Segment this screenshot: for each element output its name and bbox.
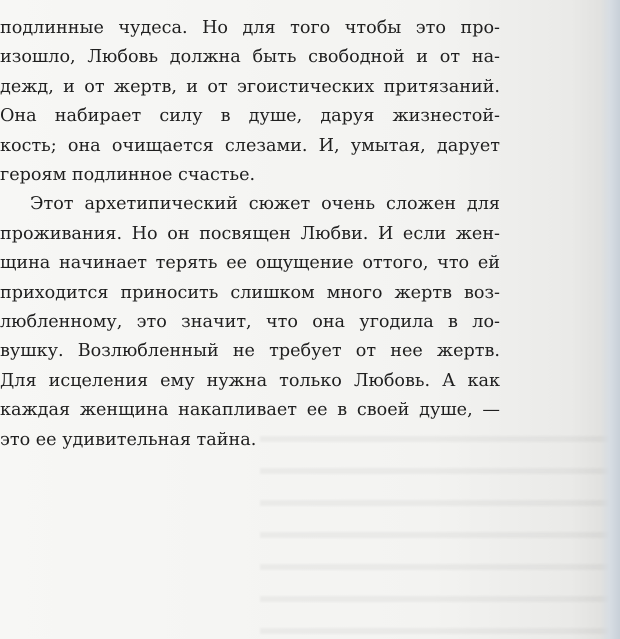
text-line: дежд, и от жертв, и от эгоистических притязаний. xyxy=(0,76,500,97)
text-line: Для исцеления ему нужна только Любовь. А как xyxy=(0,370,500,391)
text-line: Она набирает силу в душе, даруя жизнестой- xyxy=(0,106,500,127)
text-line: любленному, это значит, что она угодила в ло- xyxy=(0,312,500,333)
text-line: подлинные чудеса. Но для того чтобы это про- xyxy=(0,18,500,38)
text-line: вушку. Возлюбленный не требует от нее жертв. xyxy=(0,341,500,362)
page-text xyxy=(0,14,500,455)
text-line: каждая женщина накапливает ее в своей душе, — xyxy=(0,400,500,421)
text-line: щина начинает терять ее ощущение оттого, что ей xyxy=(0,253,500,274)
text-line: изошло, Любовь должна быть свободной и от на- xyxy=(0,47,500,68)
text-line: это ее удивительная тайна. xyxy=(0,429,257,450)
text-line: приходится приносить слишком много жертв воз- xyxy=(0,282,500,303)
text-line: проживания. Но он посвящен Любви. И если жен- xyxy=(0,223,500,244)
text-line: Этот архетипический сюжет очень сложен для xyxy=(30,194,500,215)
text-line: кость; она очищается слезами. И, умытая, дарует xyxy=(0,135,500,156)
text-line: героям подлинное счастье. xyxy=(0,165,256,186)
page-edge xyxy=(600,0,620,639)
paragraph-1 xyxy=(0,14,500,190)
paragraph-2 xyxy=(0,190,500,455)
